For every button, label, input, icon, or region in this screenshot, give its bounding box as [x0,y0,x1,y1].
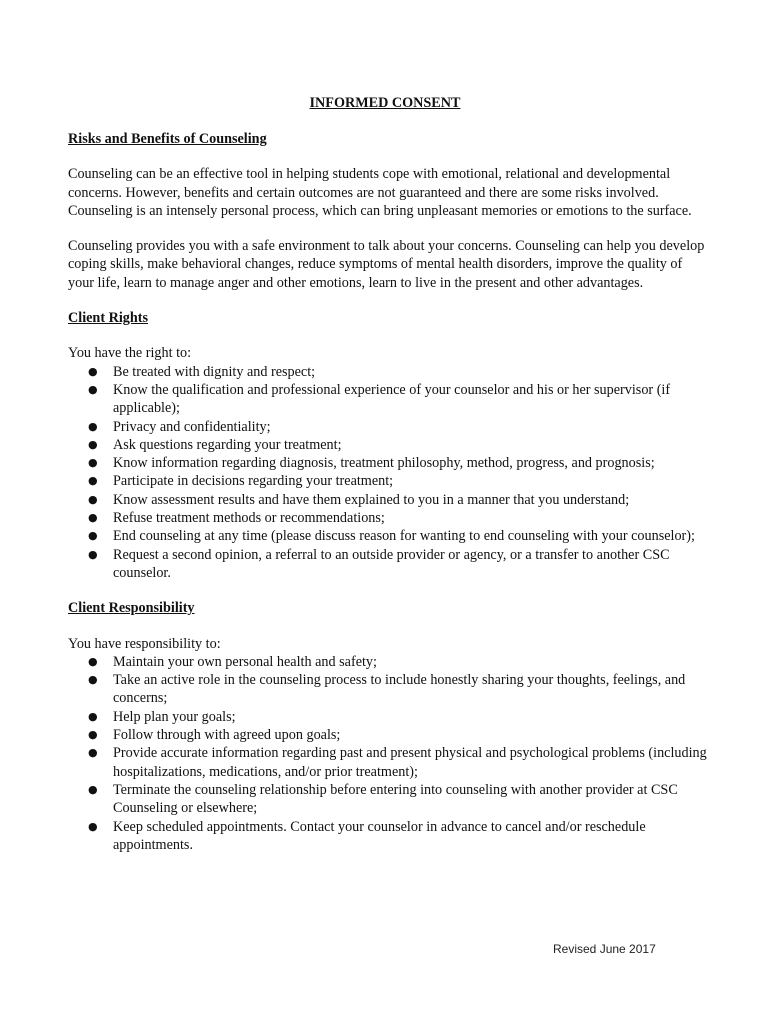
list-item-text: Know the qualification and professional experience of your counselor and his or her supervisor (if applicable); [113,381,671,417]
list-item [68,491,708,509]
bullet-icon: ● [88,673,98,687]
rights-list [68,363,708,583]
list-item [68,818,708,855]
bullet-icon: ● [88,782,98,796]
list-item [68,781,708,818]
bullet-icon: ● [88,529,98,543]
list-item [68,726,708,744]
list-item [68,418,708,436]
list-item [68,744,708,781]
list-item [68,436,708,454]
list-item-text: Help plan your goals; [113,708,236,725]
list-item-text: Maintain your own personal health and safety; [113,653,377,670]
list-item-text: Privacy and confidentiality; [113,418,271,435]
list-item [68,653,708,671]
document-title: INFORMED CONSENT [309,95,461,111]
bullet-icon: ● [88,709,98,723]
bullet-icon: ● [88,364,98,378]
bullet-icon: ● [88,382,98,396]
bullet-icon: ● [88,819,98,833]
bullet-icon: ● [88,474,98,488]
list-item-text: Take an active role in the counseling process to include honestly sharing your thoughts, feelings, and concerns; [113,672,686,707]
rights-heading: Client Rights [68,310,149,327]
list-item [68,527,708,545]
list-item-text: Ask questions regarding your treatment; [113,436,342,453]
rights-intro: You have the right to: [68,345,192,362]
list-item-text: Participate in decisions regarding your treatment; [113,473,394,490]
risks-heading: Risks and Benefits of Counseling [68,131,267,147]
list-item-text: Follow through with agreed upon goals; [113,727,341,744]
bullet-icon: ● [88,456,98,470]
list-item-text: Know assessment results and have them explained to you in a manner that you understand; [113,491,630,508]
list-item-text: End counseling at any time (please discuss reason for wanting to end counseling with your counselor); [113,528,695,545]
bullet-icon: ● [88,419,98,433]
list-item [68,708,708,726]
bullet-icon: ● [88,511,98,525]
responsibility-intro: You have responsibility to: [68,635,221,652]
responsibility-list [68,653,708,854]
list-item-text: Keep scheduled appointments. Contact your counselor in advance to cancel and/or reschedule appointments. [113,818,646,853]
bullet-icon: ● [88,728,98,742]
bullet-icon: ● [88,437,98,451]
list-item [68,454,708,472]
bullet-icon: ● [88,547,98,561]
list-item-text: Know information regarding diagnosis, treatment philosophy, method, progress, and prognosis; [113,455,655,472]
bullet-icon: ● [88,746,98,760]
bullet-icon: ● [88,492,98,506]
list-item-text: Refuse treatment methods or recommendations; [113,510,385,527]
list-item [68,381,708,418]
list-item-text: Terminate the counseling relationship before entering into counseling with another provider at CSC Counseling or elsewhere; [113,781,678,817]
document-body [68,130,708,871]
risks-paragraph-1: Counseling can be an effective tool in helping students cope with emotional, relational and developmental concerns. However, benefits and certain outcomes are not guaranteed and there are some risks involved. Counseling is an intensely personal process, which can bring unpleasant memories or emotions to the surface. [68,166,692,219]
revision-footer: Revised June 2017 [553,942,656,956]
list-item-text: Request a second opinion, a referral to an outside provider or agency, or a transfer to another CSC counselor. [113,546,670,581]
list-item [68,546,708,583]
responsibility-heading: Client Responsibility [68,600,195,617]
list-item [68,509,708,527]
bullet-icon: ● [88,654,98,668]
list-item [68,472,708,490]
list-item-text: Provide accurate information regarding past and present physical and psychological problems (including hospitalizations, medications, and/or prior treatment); [113,745,707,780]
list-item-text: Be treated with dignity and respect; [113,363,316,380]
risks-paragraph-2: Counseling provides you with a safe environment to talk about your concerns. Counseling can help you develop coping skills, make behavioral changes, reduce symptoms of mental health disorders, improve the quality of your life, learn to manage anger and other emotions, learn to live in the present and other advantages. [68,238,705,291]
list-item [68,671,708,708]
list-item [68,363,708,381]
